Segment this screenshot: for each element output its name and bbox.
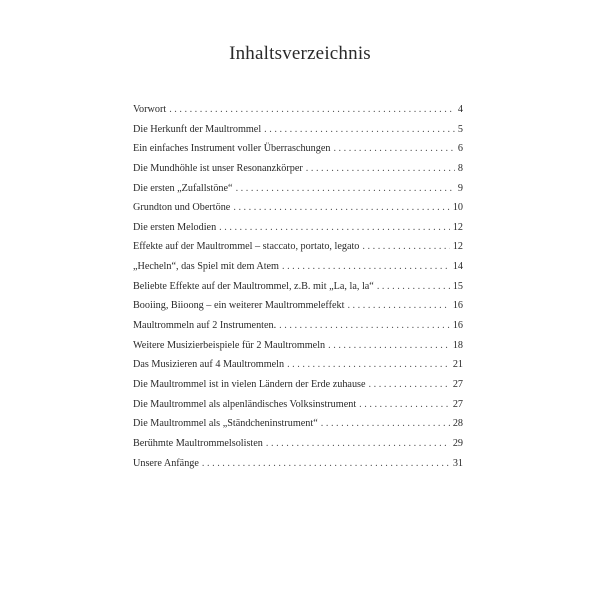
toc-entry bbox=[133, 320, 463, 340]
toc-entry-title: Ein einfaches Instrument voller Überraschungen bbox=[133, 143, 331, 155]
dot-leader bbox=[219, 222, 450, 233]
dot-leader bbox=[369, 379, 450, 390]
dot-leader bbox=[279, 320, 450, 331]
toc-entry bbox=[133, 458, 463, 478]
toc-entry-title: Berühmte Maultrommelsolisten bbox=[133, 437, 263, 449]
toc-entry-title: „Hecheln“, das Spiel mit dem Atem bbox=[133, 261, 279, 273]
dot-leader bbox=[236, 183, 455, 194]
toc-entry bbox=[133, 379, 463, 399]
toc-entry-page: 29 bbox=[452, 437, 463, 449]
toc-entry-title: Booiing, Biioong – ein weiterer Maultrommeleffekt bbox=[133, 300, 345, 312]
toc-entry-title: Die ersten Melodien bbox=[133, 221, 217, 233]
dot-leader bbox=[282, 261, 450, 272]
toc-entry bbox=[133, 222, 463, 242]
dot-leader bbox=[266, 438, 450, 449]
toc-entry-page: 27 bbox=[452, 398, 463, 410]
toc-entry-title: Die Mundhöhle ist unser Resonanzkörper bbox=[133, 162, 303, 174]
toc-entry-page: 6 bbox=[457, 143, 463, 155]
dot-leader bbox=[306, 163, 455, 174]
toc-entry bbox=[133, 438, 463, 458]
dot-leader bbox=[321, 418, 450, 429]
toc-entry bbox=[133, 300, 463, 320]
toc-entry-title: Die ersten „Zufallstöne“ bbox=[133, 182, 233, 194]
toc-entry-title: Maultrommeln auf 2 Instrumenten. bbox=[133, 320, 277, 332]
toc-entry bbox=[133, 399, 463, 419]
toc-entry bbox=[133, 183, 463, 203]
toc-entry-page: 15 bbox=[452, 280, 463, 292]
toc-entry-page: 8 bbox=[457, 162, 463, 174]
toc-entry-page: 16 bbox=[452, 300, 463, 312]
dot-leader bbox=[333, 143, 454, 154]
toc-entry-page: 18 bbox=[452, 339, 463, 351]
toc-entry-page: 4 bbox=[457, 104, 463, 115]
dot-leader bbox=[347, 300, 449, 311]
dot-leader bbox=[264, 124, 455, 135]
table-of-contents bbox=[133, 104, 463, 477]
toc-entry-page: 28 bbox=[452, 418, 463, 430]
toc-entry bbox=[133, 143, 463, 163]
toc-entry-page: 31 bbox=[452, 457, 463, 469]
dot-leader bbox=[362, 241, 449, 252]
toc-entry-page: 16 bbox=[452, 320, 463, 332]
page-title: Inhaltsverzeichnis bbox=[229, 43, 371, 64]
toc-entry bbox=[133, 104, 463, 124]
dot-leader bbox=[287, 359, 450, 370]
toc-entry-title: Effekte auf der Maultrommel – staccato, portato, legato bbox=[133, 241, 360, 253]
dot-leader bbox=[328, 340, 450, 351]
dot-leader bbox=[377, 281, 450, 292]
toc-entry bbox=[133, 340, 463, 360]
toc-entry-page: 12 bbox=[452, 241, 463, 253]
toc-entry-title: Beliebte Effekte auf der Maultrommel, z.B. mit „La, la, la“ bbox=[133, 280, 374, 292]
toc-entry bbox=[133, 202, 463, 222]
toc-entry-title: Grundton und Obertöne bbox=[133, 202, 231, 214]
dot-leader bbox=[169, 104, 455, 115]
toc-entry bbox=[133, 124, 463, 144]
toc-entry-title: Das Musizieren auf 4 Maultrommeln bbox=[133, 359, 285, 371]
dot-leader bbox=[233, 202, 449, 213]
toc-entry-page: 12 bbox=[452, 221, 463, 233]
toc-entry-page: 27 bbox=[452, 378, 463, 390]
toc-entry-title: Die Maultrommel als „Ständcheninstrument“ bbox=[133, 418, 318, 430]
toc-entry bbox=[133, 418, 463, 438]
toc-entry bbox=[133, 359, 463, 379]
toc-entry-title: Vorwort bbox=[133, 104, 167, 115]
toc-entry-page: 14 bbox=[452, 261, 463, 273]
toc-entry-page: 5 bbox=[457, 123, 463, 135]
toc-entry-page: 21 bbox=[452, 359, 463, 371]
toc-entry-title: Die Maultrommel ist in vielen Ländern der Erde zuhause bbox=[133, 378, 366, 390]
toc-entry-title: Die Herkunft der Maultrommel bbox=[133, 123, 262, 135]
toc-entry-title: Unsere Anfänge bbox=[133, 457, 199, 469]
dot-leader bbox=[202, 458, 450, 469]
toc-entry bbox=[133, 261, 463, 281]
toc-entry bbox=[133, 281, 463, 301]
toc-entry bbox=[133, 241, 463, 261]
toc-entry-page: 10 bbox=[452, 202, 463, 214]
dot-leader bbox=[359, 399, 450, 410]
toc-entry bbox=[133, 163, 463, 183]
toc-entry-page: 9 bbox=[457, 182, 463, 194]
toc-entry-title: Die Maultrommel als alpenländisches Volksinstrument bbox=[133, 398, 357, 410]
toc-entry-title: Weitere Musizierbeispiele für 2 Maultrommeln bbox=[133, 339, 326, 351]
